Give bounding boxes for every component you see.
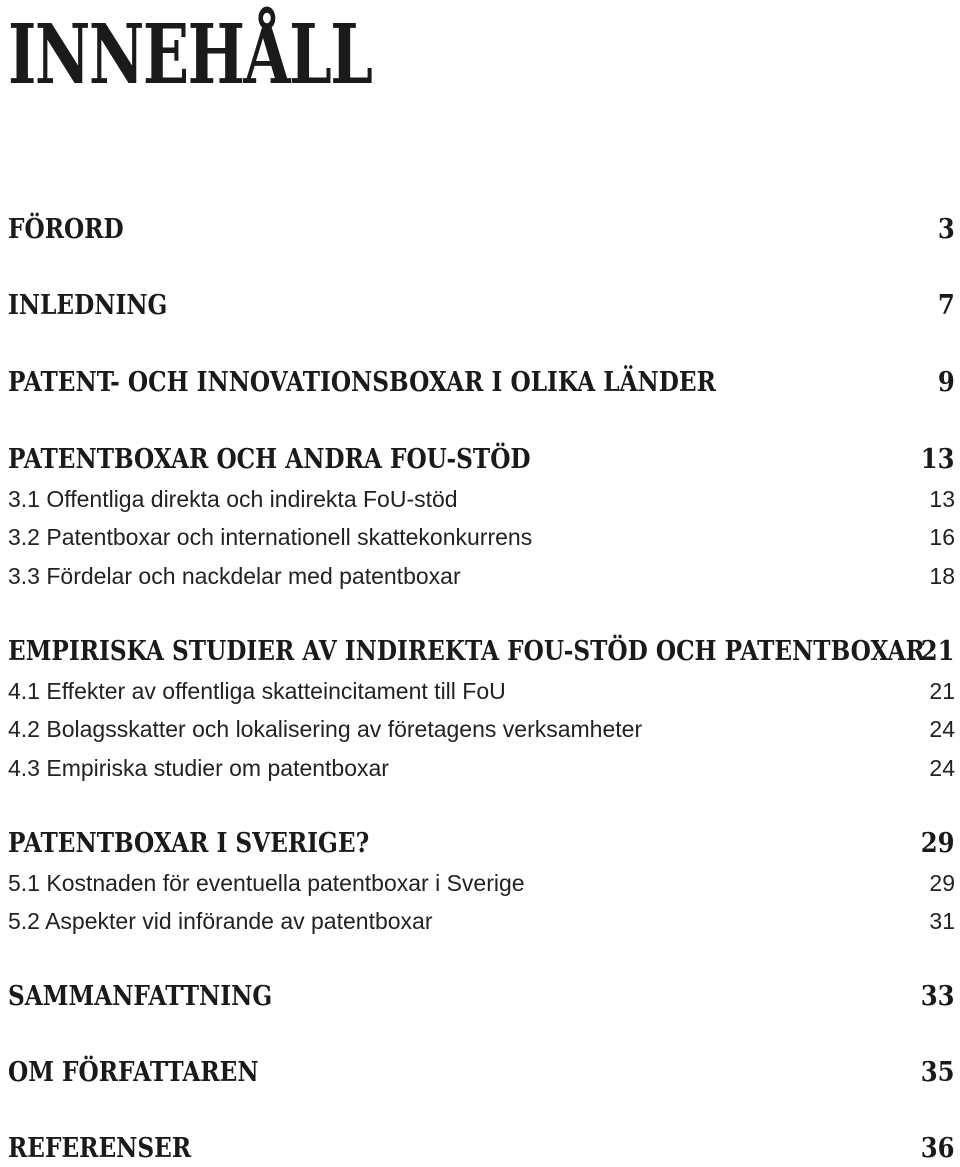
- toc-entry-page: 29: [921, 828, 955, 859]
- toc-entry-page: 13: [929, 486, 955, 512]
- toc-entry-label: 5.2 Aspekter vid införande av patentboxar: [8, 908, 433, 934]
- toc-entry-label: REFERENSER: [8, 1133, 192, 1164]
- toc-entry-page: 13: [921, 444, 955, 475]
- toc-entry-label: PATENTBOXAR OCH ANDRA FOU-STÖD: [8, 444, 531, 475]
- toc-entry-page: 21: [929, 678, 955, 704]
- toc-entry-4-1[interactable]: [8, 673, 955, 709]
- toc-entry-patentboxar-och-andra-fou-stod[interactable]: [8, 442, 955, 478]
- toc-entry-label: 3.2 Patentboxar och internationell skattekonkurrens: [8, 524, 533, 550]
- toc-entry-om-forfattaren[interactable]: [8, 1055, 955, 1091]
- toc-entry-referenser[interactable]: [8, 1131, 955, 1167]
- toc-entry-page: 7: [938, 290, 955, 321]
- toc-entry-label: 4.1 Effekter av offentliga skatteincitament till FoU: [8, 678, 506, 704]
- table-of-contents: [8, 0, 955, 1167]
- toc-entry-5-2[interactable]: [8, 903, 955, 939]
- toc-entry-label: SAMMANFATTNING: [8, 981, 273, 1012]
- toc-entry-patentboxar-i-sverige[interactable]: [8, 826, 955, 862]
- toc-entry-forord[interactable]: [8, 212, 955, 248]
- toc-entry-page: 3: [938, 214, 955, 245]
- toc-entry-5-1[interactable]: [8, 865, 955, 901]
- toc-entry-empiriska-studier[interactable]: [8, 634, 955, 670]
- toc-entry-inledning[interactable]: [8, 288, 955, 324]
- toc-entry-page: 36: [921, 1133, 955, 1164]
- toc-entry-3-3[interactable]: [8, 558, 955, 594]
- toc-entry-patent-och-innovationsboxar[interactable]: [8, 365, 955, 401]
- toc-entry-3-1[interactable]: [8, 481, 955, 517]
- toc-entry-label: PATENT- OCH INNOVATIONSBOXAR I OLIKA LÄNDER: [8, 367, 716, 398]
- toc-entry-label: 3.1 Offentliga direkta och indirekta FoU-stöd: [8, 486, 458, 512]
- toc-entry-label: 4.2 Bolagsskatter och lokalisering av företagens verksamheter: [8, 716, 643, 742]
- page-title: INNEHÅLL: [8, 7, 372, 103]
- toc-entry-page: 9: [938, 367, 955, 398]
- toc-entry-page: 33: [921, 981, 955, 1012]
- toc-entry-page: 21: [921, 636, 955, 667]
- toc-entry-4-3[interactable]: [8, 750, 955, 786]
- toc-entry-page: 16: [929, 524, 955, 550]
- toc-entry-page: 35: [921, 1057, 955, 1088]
- toc-entry-page: 29: [929, 870, 955, 896]
- toc-entry-label: FÖRORD: [8, 214, 124, 245]
- toc-entry-3-2[interactable]: [8, 519, 955, 555]
- toc-entry-label: OM FÖRFATTAREN: [8, 1057, 259, 1088]
- toc-entry-sammanfattning[interactable]: [8, 979, 955, 1015]
- toc-entry-page: 31: [929, 908, 955, 934]
- toc-entry-page: 24: [929, 716, 955, 742]
- toc-entry-label: 5.1 Kostnaden för eventuella patentboxar i Sverige: [8, 870, 525, 896]
- toc-entry-label: 3.3 Fördelar och nackdelar med patentboxar: [8, 563, 461, 589]
- toc-entry-page: 24: [929, 755, 955, 781]
- toc-entry-label: PATENTBOXAR I SVERIGE?: [8, 828, 370, 859]
- toc-entry-page: 18: [929, 563, 955, 589]
- toc-entry-label: EMPIRISKA STUDIER AV INDIREKTA FOU-STÖD OCH PATENTBOXAR: [8, 636, 925, 667]
- toc-entry-4-2[interactable]: [8, 711, 955, 747]
- toc-entry-label: 4.3 Empiriska studier om patentboxar: [8, 755, 389, 781]
- toc-entry-label: INLEDNING: [8, 290, 168, 321]
